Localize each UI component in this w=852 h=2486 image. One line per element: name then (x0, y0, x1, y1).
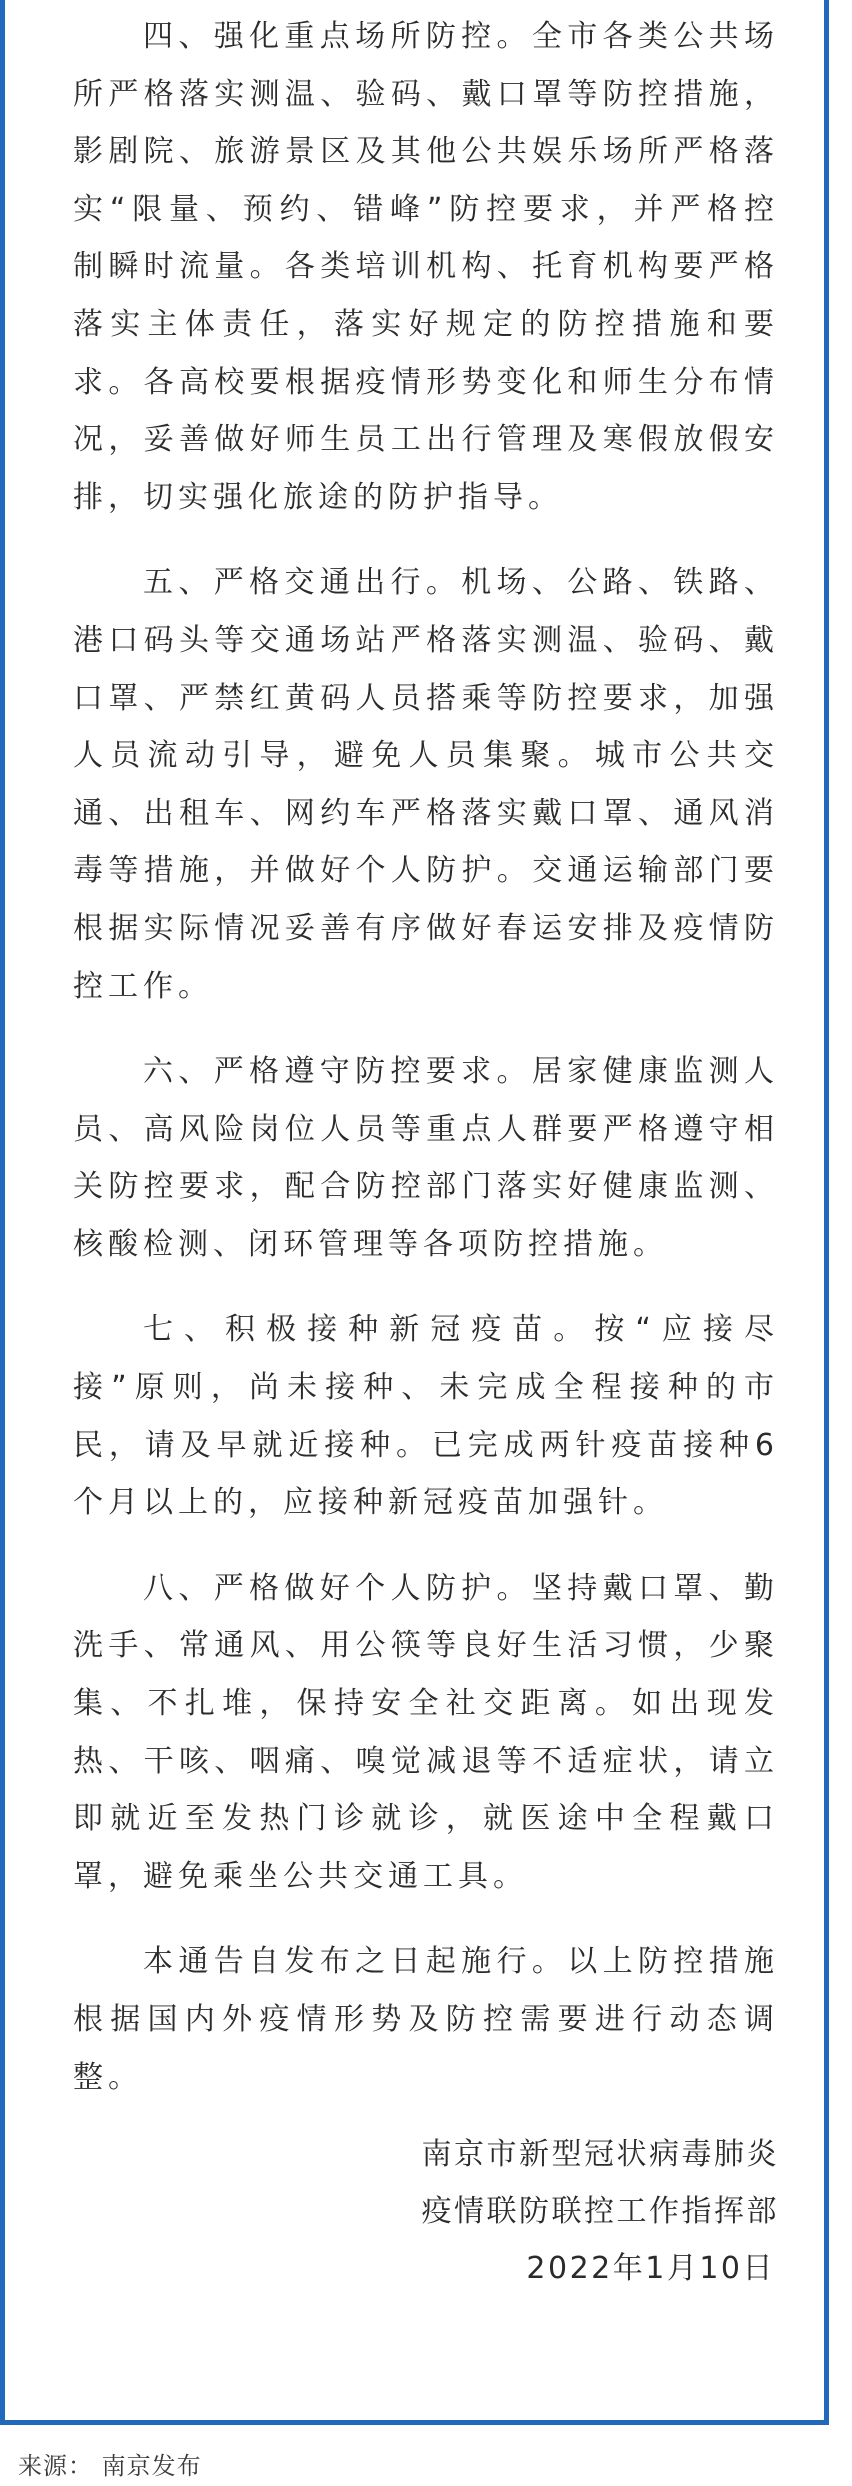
paragraph-public-venues: 四、强化重点场所防控。全市各类公共场所严格落实测温、验码、戴口罩等防控措施，影剧院、旅游景区及其他公共娱乐场所严格落实“限量、预约、错峰”防控要求，并严格控制瞬时流量。各类培训机构、托育机构要严格落实主体责任，落实好规定的防控措施和要求。各高校要根据疫情形势变化和师生分布情况，妥善做好师生员工出行管理及寒假放假安排，切实强化旅途的防护指导。 (73, 19, 779, 515)
signature-org-line-1: 南京市新型冠状病毒肺炎 (421, 2137, 779, 2173)
paragraph-transport: 五、严格交通出行。机场、公路、铁路、港口码头等交通场站严格落实测温、验码、戴口罩、严禁红黄码人员搭乘等防控要求，加强人员流动引导，避免人员集聚。城市公共交通、出租车、网约车严格落实戴口罩、通风消毒等措施，并做好个人防护。交通运输部门要根据实际情况妥善有序做好春运安排及疫情防控工作。 (73, 565, 779, 1004)
signature-org-line-2: 疫情联防联控工作指挥部 (421, 2194, 779, 2230)
signature-block (73, 2126, 779, 2297)
signature-date: 2022年1月10日 (526, 2251, 775, 2287)
paragraph-personal-protection: 八、严格做好个人防护。坚持戴口罩、勤洗手、常通风、用公筷等良好生活习惯，少聚集、不扎堆，保持安全社交距离。如出现发热、干咳、咽痛、嗅觉减退等不适症状，请立即就近至发热门诊就诊，就医途中全程戴口罩，避免乘坐公共交通工具。 (73, 1570, 779, 1894)
paragraph-vaccination: 七、积极接种新冠疫苗。按“应接尽接”原则，尚未接种、未完成全程接种的市民，请及早就近接种。已完成两针疫苗接种6个月以上的，应接种新冠疫苗加强针。 (73, 1312, 779, 1521)
notice-body (73, 0, 779, 2297)
paragraph-control-requirements: 六、严格遵守防控要求。居家健康监测人员、高风险岗位人员等重点人群要严格遵守相关防控要求，配合防控部门落实好健康监测、核酸检测、闭环管理等各项防控措施。 (73, 1054, 779, 1262)
paragraph-effective-date: 本通告自发布之日起施行。以上防控措施根据国内外疫情形势及防控需要进行动态调整。 (73, 1944, 779, 2095)
source-credit: 来源： 南京发布 (18, 2452, 202, 2480)
